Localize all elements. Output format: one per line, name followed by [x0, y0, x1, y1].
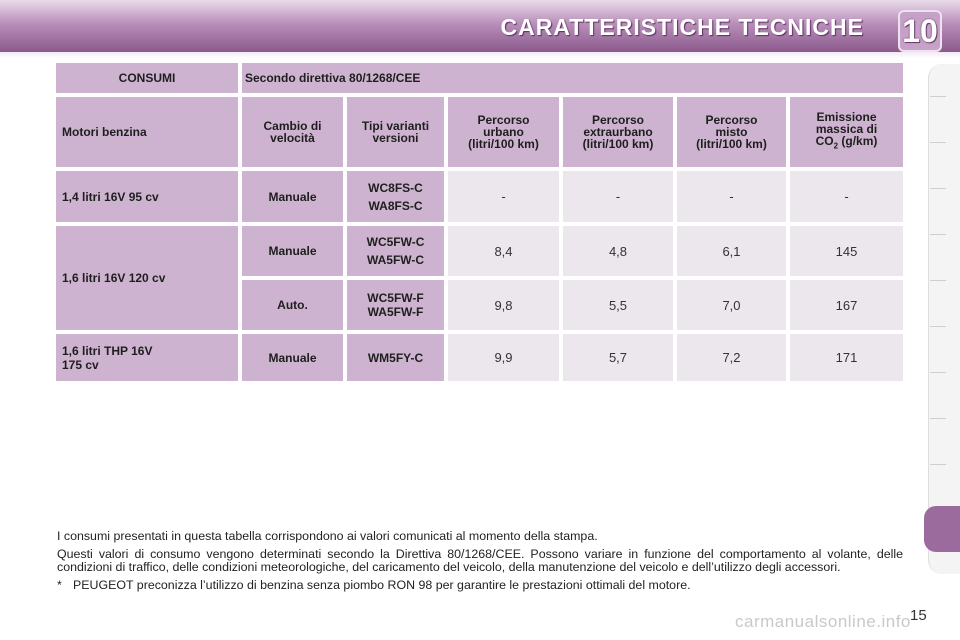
value-mixed: 7,2: [677, 334, 786, 381]
value-co2: 167: [790, 280, 903, 330]
value-mixed: -: [677, 171, 786, 222]
tab-divider: [930, 188, 946, 189]
co2-label: CO: [815, 134, 834, 149]
engine-line: 175 cv: [62, 357, 99, 372]
variant-code: WA8FS-C: [368, 198, 423, 213]
tab-divider: [930, 418, 946, 419]
col-header-motori: Motori benzina: [56, 97, 238, 167]
value-extraurban: 5,5: [563, 280, 673, 330]
tab-divider: [930, 464, 946, 465]
col-header-line: [816, 135, 878, 152]
col-header-line: velocità: [270, 131, 315, 145]
engine-line: 1,6 litri THP 16V: [62, 343, 153, 358]
row-gearbox: Auto.: [242, 280, 343, 330]
table-title-cell: CONSUMI: [56, 63, 238, 93]
row-variants: WM5FY-C: [347, 334, 444, 381]
row-variants: [347, 280, 444, 330]
co2-subscript: 2: [833, 141, 839, 151]
tab-divider: [930, 326, 946, 327]
row-variants: [347, 226, 444, 276]
page-number: 15: [910, 607, 927, 624]
value-extraurban: -: [563, 171, 673, 222]
chapter-number: 10: [902, 13, 938, 49]
note-paragraph: I consumi presentati in questa tabella corrispondono ai valori comunicati al momento della stampa.: [57, 529, 598, 543]
header-underline: [0, 52, 960, 58]
watermark: carmanualsonline.info: [735, 612, 911, 631]
col-header-line: massica di: [815, 122, 878, 137]
variant-code: WA5FW-F: [367, 305, 424, 319]
col-header-line: misto: [715, 125, 748, 139]
value-urban: 9,9: [448, 334, 559, 381]
row-gearbox: Manuale: [242, 226, 343, 276]
value-co2: -: [790, 171, 903, 222]
variant-code: WC5FW-C: [366, 235, 425, 249]
col-header-line: Tipi varianti: [361, 119, 430, 133]
note-paragraph: Questi valori di consumo vengono determinati secondo la Direttiva 80/1268/CEE. Possono variare in funzione del comportamento al volante, delle condizioni di traffico, delle condizioni meteorologiche, del caricamento del veicolo, della manutenzione del veicolo e dell’utilizzo degli accessori.: [57, 547, 903, 574]
col-header-line: (litri/100 km): [468, 137, 539, 151]
col-header-line: extraurbano: [583, 125, 653, 139]
col-header-line: Percorso: [477, 113, 530, 127]
row-gearbox: Manuale: [242, 334, 343, 381]
col-header-line: urbano: [483, 125, 524, 139]
variant-code: WA5FW-C: [366, 253, 425, 267]
variant-code: WC8FS-C: [368, 180, 423, 195]
chapter-badge: [898, 10, 942, 52]
value-mixed: 7,0: [677, 280, 786, 330]
value-extraurban: 4,8: [563, 226, 673, 276]
col-header-line: Emissione: [816, 110, 877, 125]
col-header-line: Cambio di: [263, 119, 322, 133]
col-header-urbano: [448, 97, 559, 167]
footnote-text: PEUGEOT preconizza l’utilizzo di benzina senza piombo RON 98 per garantire le prestazioni ottimali del motore.: [73, 578, 691, 592]
directive-cell: Secondo direttiva 80/1268/CEE: [242, 63, 903, 93]
col-header-line: Percorso: [705, 113, 758, 127]
chapter-tab-strip: [928, 64, 960, 574]
tab-divider: [930, 142, 946, 143]
col-header-line: (litri/100 km): [582, 137, 654, 151]
tab-divider: [930, 280, 946, 281]
row-variants: [347, 171, 444, 222]
variant-code: WC5FW-F: [367, 291, 424, 305]
tab-divider: [930, 234, 946, 235]
co2-unit: (g/km): [838, 134, 878, 149]
tab-divider: [930, 96, 946, 97]
row-engine-label: [56, 334, 238, 381]
value-urban: 8,4: [448, 226, 559, 276]
tab-divider: [930, 372, 946, 373]
col-header-extraurbano: [563, 97, 673, 167]
chapter-tab-active[interactable]: [924, 506, 960, 552]
value-mixed: 6,1: [677, 226, 786, 276]
value-co2: 145: [790, 226, 903, 276]
footnote-mark: *: [57, 578, 62, 592]
page-title: CARATTERISTICHE TECNICHE: [500, 14, 864, 40]
col-header-cambio: [242, 97, 343, 167]
row-engine-label: 1,6 litri 16V 120 cv: [56, 226, 238, 330]
col-header-line: Percorso: [591, 113, 645, 127]
col-header-emissione: [790, 97, 903, 167]
value-urban: -: [448, 171, 559, 222]
value-co2: 171: [790, 334, 903, 381]
notes-section: [57, 530, 903, 592]
col-header-line: versioni: [372, 131, 419, 145]
col-header-misto: [677, 97, 786, 167]
row-engine-label: 1,4 litri 16V 95 cv: [56, 171, 238, 222]
row-gearbox: Manuale: [242, 171, 343, 222]
value-urban: 9,8: [448, 280, 559, 330]
footnote: [57, 579, 903, 592]
col-header-tipi: [347, 97, 444, 167]
value-extraurban: 5,7: [563, 334, 673, 381]
col-header-line: (litri/100 km): [696, 137, 767, 151]
